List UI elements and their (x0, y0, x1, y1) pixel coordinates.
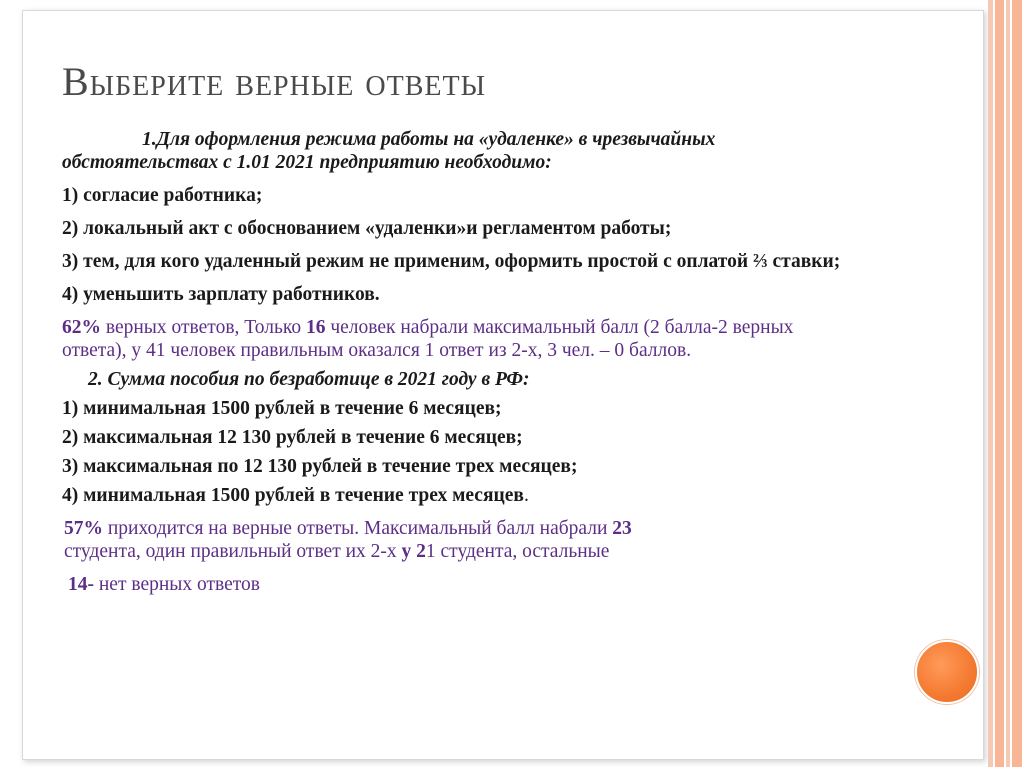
q1-option-1: 1) согласие работника; (62, 185, 263, 206)
q2-statistics-zero (62, 573, 862, 596)
decorative-stripes (986, 0, 1024, 767)
stripe (995, 0, 1004, 767)
q2-option-4-text: 4) минимальная 1500 рублей в течение трех месяцев (62, 485, 524, 506)
decorative-orange-circle (915, 640, 979, 704)
q2-stat3-count: 14- (68, 574, 94, 595)
q1-stat-percent: 62% (62, 317, 101, 338)
q2-option-4 (62, 484, 862, 507)
q1-option-2: 2) локальный акт с обоснованием «удаленки»и регламентом работы; (62, 218, 672, 239)
stripe (1012, 0, 1022, 767)
q1-stat-count: 16 (305, 317, 326, 338)
question-2: 2. Сумма пособия по безработице в 2021 году в РФ: (88, 369, 530, 390)
q2-stat-percent: 57% (64, 518, 103, 539)
question-1: 1.Для оформления режима работы на «удаленке» в чрезвычайных обстоятельствах с 1.01 2021 предприятию необходимо: (62, 129, 716, 173)
q2-option-4-dot: . (523, 485, 529, 506)
q1-option-4: 4) уменьшить зарплату работников. (62, 284, 380, 305)
stripe (988, 0, 993, 767)
q1-stat-text: верных ответов, Только (101, 317, 306, 338)
q2-stat3-text: нет верных ответов (94, 574, 261, 595)
slide-content (62, 128, 862, 596)
slide-title: Выберите верные ответы (62, 59, 486, 104)
q2-option-1: 1) минимальная 1500 рублей в течение 6 месяцев; (62, 398, 502, 419)
q2-option-3: 3) максимальная по 12 130 рублей в течение трех месяцев; (62, 456, 578, 477)
q2-statistics (62, 517, 862, 563)
q2-stat-line2b: 1 студента, остальные (425, 541, 610, 562)
q1-stat-details: человек набрали максимальный балл (2 балла-2 верных ответа), у 41 человек правильным оказался 1 ответ из 2-х, 3 чел. – 0 баллов. (62, 317, 794, 361)
stripe (1006, 0, 1010, 767)
q1-option-3: 3) тем, для кого удаленный режим не применим, оформить простой с оплатой ⅔ ставки; (62, 251, 841, 272)
q2-stat-y: у 2 (401, 541, 426, 562)
q1-statistics (62, 316, 862, 362)
q2-stat-line2a: студента, один правильный ответ их 2-х (64, 541, 402, 562)
q2-stat-text: приходится на верные ответы. Максимальный балл набрали (103, 518, 613, 539)
q2-option-2: 2) максимальная 12 130 рублей в течение 6 месяцев; (62, 427, 523, 448)
q2-stat-count: 23 (612, 518, 632, 539)
